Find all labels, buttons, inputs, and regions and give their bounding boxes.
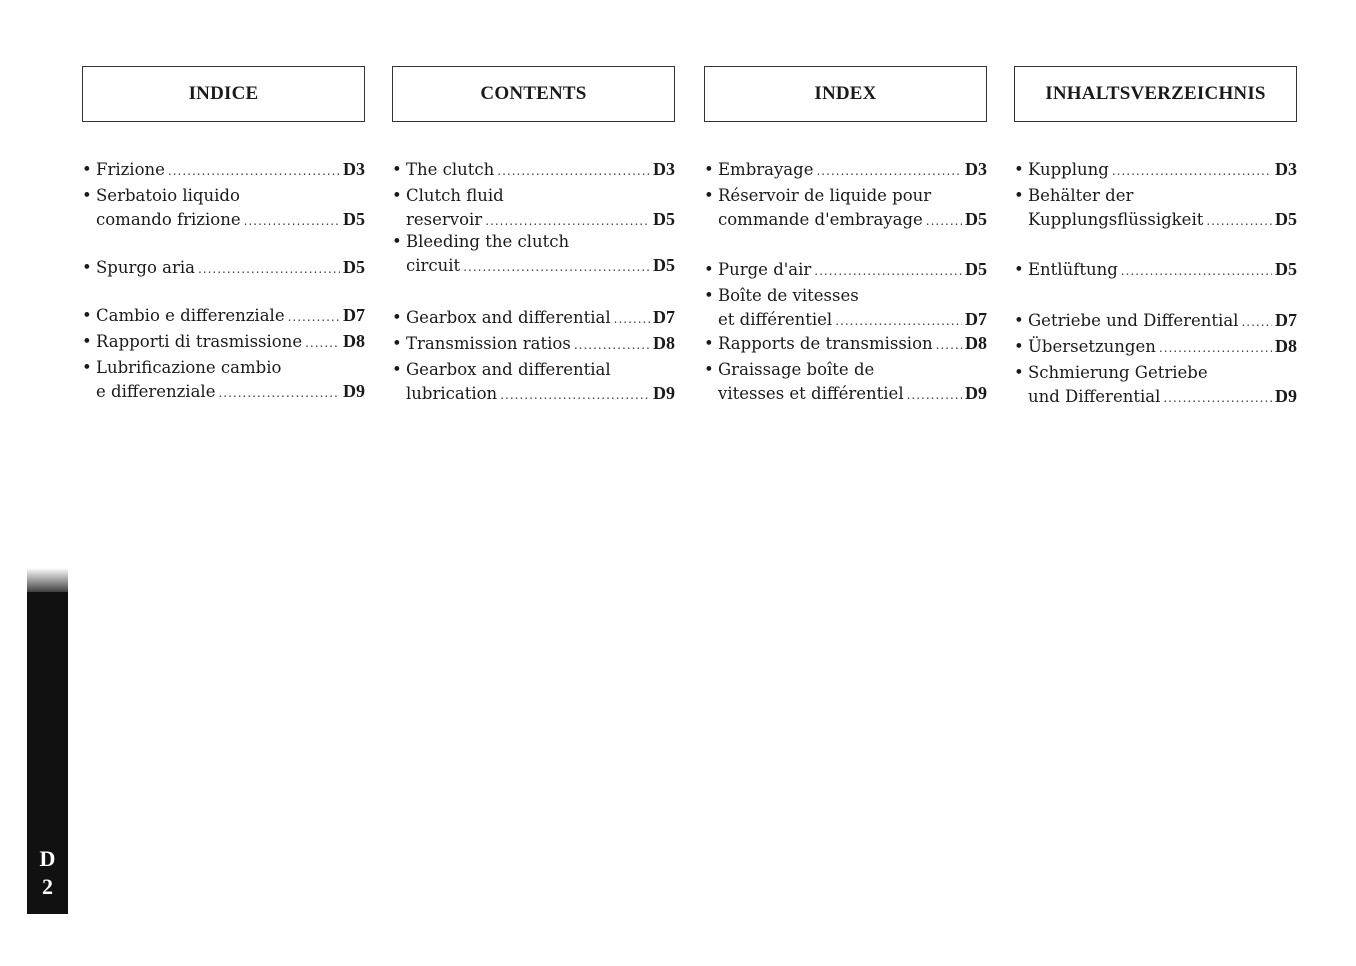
- toc-page-number: D8: [343, 331, 365, 351]
- toc-entry[interactable]: [82, 256, 365, 282]
- bullet-icon: •: [392, 186, 402, 205]
- toc-page-number: D7: [1275, 310, 1297, 330]
- bullet-icon: •: [82, 186, 92, 205]
- toc-entry[interactable]: [82, 158, 365, 184]
- toc-entry[interactable]: [392, 158, 675, 184]
- toc-entry-title: commande d'embrayage: [718, 209, 923, 229]
- toc-page-number: D5: [653, 208, 675, 229]
- toc-entry-title: reservoir: [406, 209, 483, 229]
- toc-page-number: D5: [1275, 259, 1297, 279]
- toc-entry-title: circuit: [406, 255, 461, 275]
- toc-page-number: D8: [965, 333, 987, 353]
- dot-leader: [816, 160, 962, 184]
- dot-leader: [814, 260, 962, 284]
- bullet-icon: •: [392, 308, 402, 327]
- toc-entry-title: Boîte de vitesses: [718, 286, 859, 305]
- toc-entry-title: Entlüftung: [1028, 260, 1118, 279]
- bullet-icon: •: [704, 334, 714, 353]
- toc-page-number: D3: [653, 159, 675, 179]
- toc-entry[interactable]: [704, 184, 987, 233]
- toc-page-number: D5: [965, 208, 987, 229]
- dot-leader: [907, 384, 962, 408]
- toc-page-number: D7: [965, 308, 987, 329]
- bullet-icon: •: [82, 160, 92, 179]
- bullet-icon: •: [704, 160, 714, 179]
- column-italian: [82, 66, 365, 418]
- toc-entry[interactable]: [1014, 361, 1297, 410]
- dot-leader: [1241, 311, 1272, 335]
- toc-entry-title: Embrayage: [718, 160, 814, 179]
- bullet-icon: •: [704, 260, 714, 279]
- toc-entry[interactable]: [704, 358, 987, 407]
- toc-page-number: D5: [343, 208, 365, 229]
- side-tab-letter: D: [39, 846, 56, 871]
- toc-entry-title: Rapporti di trasmissione: [96, 332, 303, 351]
- bullet-icon: •: [82, 358, 92, 377]
- toc-entry-title: comando frizione: [96, 209, 241, 229]
- toc-entry[interactable]: [82, 356, 365, 405]
- bullet-icon: •: [1014, 186, 1024, 205]
- toc-entry-title: lubrication: [406, 383, 498, 403]
- toc-page-number: D9: [1275, 385, 1297, 406]
- toc-entry[interactable]: [392, 358, 675, 407]
- toc-entry-title: und Differential: [1028, 386, 1161, 406]
- dot-leader: [198, 258, 340, 282]
- dot-leader: [497, 160, 650, 184]
- toc-entry-title: Bleeding the clutch: [406, 232, 570, 251]
- toc-list: [1014, 158, 1297, 418]
- toc-page-number: D9: [965, 382, 987, 403]
- bullet-icon: •: [704, 360, 714, 379]
- toc-page-number: D5: [1275, 208, 1297, 229]
- dot-leader: [244, 210, 340, 234]
- dot-leader: [614, 308, 650, 332]
- dot-leader: [926, 210, 962, 234]
- toc-page-number: D3: [965, 159, 987, 179]
- column-header: INHALTSVERZEICHNIS: [1014, 66, 1297, 122]
- bullet-icon: •: [82, 306, 92, 325]
- column-header: INDICE: [82, 66, 365, 122]
- toc-entry[interactable]: [704, 332, 987, 358]
- toc-page-number: D8: [1275, 336, 1297, 356]
- dot-leader: [218, 382, 340, 406]
- column-german: [1014, 66, 1297, 418]
- toc-entry-title: Purge d'air: [718, 260, 812, 279]
- toc-entry[interactable]: [82, 184, 365, 233]
- toc-page-number: D7: [653, 307, 675, 327]
- toc-list: [392, 158, 675, 418]
- bullet-icon: •: [704, 186, 714, 205]
- toc-page-number: D7: [343, 305, 365, 325]
- column-header: INDEX: [704, 66, 987, 122]
- toc-entry[interactable]: [704, 158, 987, 184]
- column-french: [704, 66, 987, 418]
- toc-entry-title: Gearbox and differential: [406, 308, 611, 327]
- toc-entry[interactable]: [1014, 184, 1297, 233]
- toc-entry-title: Behälter der: [1028, 186, 1134, 205]
- bullet-icon: •: [1014, 260, 1024, 279]
- toc-page-number: D3: [1275, 159, 1297, 179]
- toc-entry-title: Getriebe und Differential: [1028, 311, 1239, 330]
- bullet-icon: •: [392, 360, 402, 379]
- toc-entry-title: Schmierung Getriebe: [1028, 363, 1208, 382]
- dot-leader: [1206, 210, 1272, 234]
- toc-page-number: D9: [343, 380, 365, 401]
- bullet-icon: •: [392, 334, 402, 353]
- toc-entry-title: Spurgo aria: [96, 258, 195, 277]
- dot-leader: [1159, 337, 1272, 361]
- toc-page-number: D9: [653, 382, 675, 403]
- bullet-icon: •: [1014, 160, 1024, 179]
- toc-entry-title: Graissage boîte de: [718, 360, 875, 379]
- toc-entry[interactable]: [82, 304, 365, 330]
- bullet-icon: •: [82, 332, 92, 351]
- toc-entry-title: Lubrificazione cambio: [96, 358, 282, 377]
- toc-entry[interactable]: [392, 332, 675, 358]
- dot-leader: [168, 160, 340, 184]
- dot-leader: [1121, 260, 1272, 284]
- toc-entry[interactable]: [704, 258, 987, 284]
- toc-page-number: D3: [343, 159, 365, 179]
- toc-entry[interactable]: [392, 230, 675, 279]
- toc-entry[interactable]: [392, 306, 675, 332]
- toc-entry[interactable]: [1014, 335, 1297, 361]
- toc-entry-title: Transmission ratios: [406, 334, 571, 353]
- toc-entry-title: Kupplungsflüssigkeit: [1028, 209, 1204, 229]
- dot-leader: [936, 334, 962, 358]
- toc-entry[interactable]: [1014, 158, 1297, 184]
- toc-entry-title: Rapports de transmission: [718, 334, 933, 353]
- bullet-icon: •: [1014, 363, 1024, 382]
- column-header: CONTENTS: [392, 66, 675, 122]
- toc-list: [82, 158, 365, 418]
- toc-entry[interactable]: [82, 330, 365, 356]
- dot-leader: [288, 306, 340, 330]
- toc-entry-title: Übersetzungen: [1028, 337, 1156, 356]
- toc-entry-title: et différentiel: [718, 309, 833, 329]
- toc-entry[interactable]: [392, 184, 675, 233]
- column-english: [392, 66, 675, 418]
- toc-entry[interactable]: [704, 284, 987, 333]
- toc-entry-title: Cambio e differenziale: [96, 306, 285, 325]
- dot-leader: [305, 332, 340, 356]
- side-tab-number: 2: [42, 874, 53, 899]
- dot-leader: [1163, 387, 1272, 411]
- toc-entry-title: The clutch: [406, 160, 495, 179]
- dot-leader: [463, 256, 650, 280]
- dot-leader: [1112, 160, 1272, 184]
- bullet-icon: •: [392, 232, 402, 251]
- toc-entry-title: vitesses et différentiel: [718, 383, 904, 403]
- toc-list: [704, 158, 987, 418]
- toc-entry-title: Clutch fluid: [406, 186, 504, 205]
- toc-entry-title: Kupplung: [1028, 160, 1109, 179]
- dot-leader: [500, 384, 650, 408]
- dot-leader: [574, 334, 650, 358]
- toc-entry-title: Réservoir de liquide pour: [718, 186, 932, 205]
- toc-entry-title: e differenziale: [96, 381, 216, 401]
- toc-entry-title: Serbatoio liquido: [96, 186, 240, 205]
- bullet-icon: •: [1014, 337, 1024, 356]
- toc-page-number: D8: [653, 333, 675, 353]
- bullet-icon: •: [392, 160, 402, 179]
- toc-entry[interactable]: [1014, 309, 1297, 335]
- toc-entry-title: Gearbox and differential: [406, 360, 611, 379]
- bullet-icon: •: [704, 286, 714, 305]
- toc-page-number: D5: [965, 259, 987, 279]
- bullet-icon: •: [82, 258, 92, 277]
- toc-entry[interactable]: [1014, 258, 1297, 284]
- bullet-icon: •: [1014, 311, 1024, 330]
- dot-leader: [835, 310, 962, 334]
- toc-entry-title: Frizione: [96, 160, 165, 179]
- toc-page-number: D5: [653, 254, 675, 275]
- toc-page-number: D5: [343, 257, 365, 277]
